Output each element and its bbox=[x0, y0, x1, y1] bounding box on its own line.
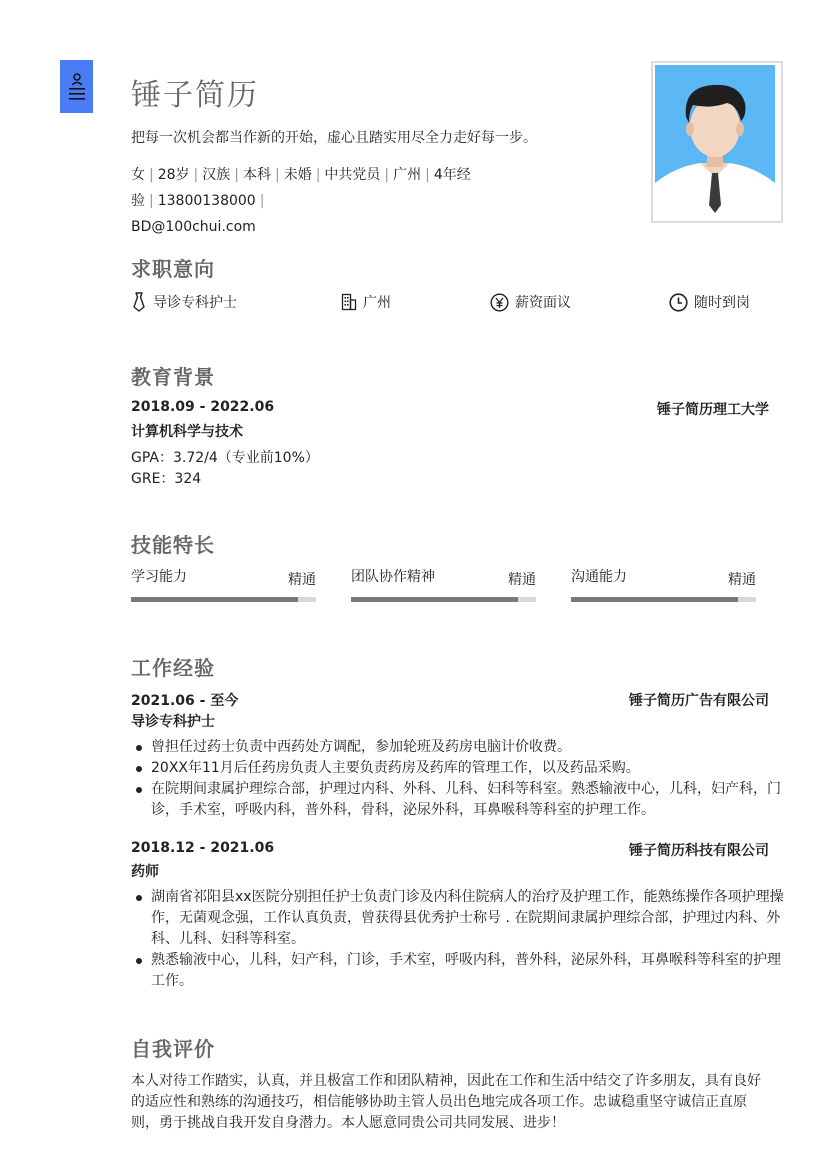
skill-level: 精通 bbox=[728, 572, 756, 588]
info-phone: 13800138000 bbox=[157, 193, 256, 209]
personal-info: 女 | 28岁 | 汉族 | 本科 | 未婚 | 中共党员 | 广州 | 4年经验 | 13800138000 | BD@100chui.com bbox=[131, 167, 471, 235]
job-header bbox=[131, 690, 769, 710]
intent-position-label: 导诊专科护士 bbox=[153, 295, 237, 311]
intent-position bbox=[131, 292, 237, 312]
self-evaluation-text: 本人对待工作踏实，认真，并且极富工作和团队精神，因此在工作和生活中结交了许多朋友，具有良好的适应性和熟练的沟通技巧，相信能够协助主管人员出色地完成各项工作。忠诚稳重坚守诚信正直原则，勇于挑战自我开发自身潜力。本人愿意同贵公司共同发展、进步！ bbox=[131, 1073, 761, 1131]
skill-name: 学习能力 bbox=[131, 569, 187, 585]
education-school: 锤子简历理工大学 bbox=[657, 402, 769, 418]
list-item: 熟悉输液中心，儿科，妇产科，门诊，手术室，呼吸内科，普外科，泌尿外科，耳鼻喉科等科室的护理工作。 bbox=[151, 950, 791, 992]
resume-name: 锤子简历 bbox=[131, 78, 259, 113]
info-email: BD@100chui.com bbox=[131, 219, 256, 235]
skill-item bbox=[131, 566, 316, 606]
intent-availability-label: 随时到岗 bbox=[694, 295, 750, 311]
info-marital: 未婚 bbox=[283, 167, 312, 183]
skill-item bbox=[351, 566, 536, 606]
logo-badge bbox=[60, 60, 93, 113]
skill-item bbox=[571, 566, 756, 606]
resume-slogan: 把每一次机会都当作新的开始，虚心且踏实用尽全力走好每一步。 bbox=[131, 130, 537, 146]
info-political: 中共党员 bbox=[324, 167, 381, 183]
logo-icon bbox=[67, 72, 87, 102]
section-title-work: 工作经验 bbox=[131, 656, 215, 680]
tie-icon bbox=[131, 292, 147, 312]
section-title-intent: 求职意向 bbox=[131, 257, 215, 281]
info-city: 广州 bbox=[393, 167, 422, 183]
yuan-icon bbox=[490, 293, 509, 312]
education-gre: GRE：324 bbox=[131, 471, 202, 487]
job-period: 2018.12 - 2021.06 bbox=[131, 840, 275, 856]
education-period: 2018.09 - 2022.06 bbox=[131, 399, 275, 415]
section-title-self-eval: 自我评价 bbox=[131, 1037, 215, 1061]
job-duties bbox=[131, 887, 791, 992]
skill-bar-fill bbox=[131, 597, 298, 602]
job-period: 2021.06 - 至今 bbox=[131, 693, 239, 709]
intent-salary bbox=[490, 292, 571, 312]
skill-level: 精通 bbox=[508, 572, 536, 588]
skill-name: 沟通能力 bbox=[571, 569, 627, 585]
list-item: 在院期间隶属护理综合部，护理过内科、外科、儿科、妇科等科室。熟悉输液中心，儿科，妇产科，门诊，手术室，呼吸内科，普外科，骨科，泌尿外科，耳鼻喉科等科室的护理工作。 bbox=[151, 779, 791, 821]
job-role: 药师 bbox=[131, 864, 159, 880]
intent-availability bbox=[669, 292, 750, 312]
skill-name: 团队协作精神 bbox=[351, 569, 435, 585]
info-ethnicity: 汉族 bbox=[202, 167, 231, 183]
info-age: 28岁 bbox=[157, 167, 190, 183]
intent-city bbox=[341, 292, 391, 312]
education-gpa: GPA：3.72/4（专业前10%） bbox=[131, 450, 319, 466]
education-major: 计算机科学与技术 bbox=[131, 424, 243, 440]
section-title-skills: 技能特长 bbox=[131, 533, 215, 557]
list-item: 曾担任过药士负责中西药处方调配，参加轮班及药房电脑计价收费。 bbox=[151, 737, 791, 758]
intent-city-label: 广州 bbox=[363, 295, 391, 311]
info-experience: 4年经验 bbox=[131, 167, 471, 209]
skill-bar-fill bbox=[351, 597, 518, 602]
intent-salary-label: 薪资面议 bbox=[515, 295, 571, 311]
skill-bar-track bbox=[571, 597, 756, 602]
job-intent-row bbox=[131, 292, 771, 316]
skill-level: 精通 bbox=[288, 572, 316, 588]
education-header bbox=[131, 399, 769, 418]
skill-bar-fill bbox=[571, 597, 738, 602]
info-degree: 本科 bbox=[242, 167, 271, 183]
job-role: 导诊专科护士 bbox=[131, 714, 215, 730]
list-item: 湖南省祁阳县xx医院分别担任护士负责门诊及内科住院病人的治疗及护理工作，能熟练操作各项护理操作，无菌观念强，工作认真负责，曾获得县优秀护士称号 . 在院期间隶属护理综合部，护理过内科、外科、儿科、妇科等科室。 bbox=[151, 887, 791, 950]
avatar-illustration bbox=[655, 65, 775, 215]
job-company: 锤子简历广告有限公司 bbox=[629, 693, 769, 709]
section-title-education: 教育背景 bbox=[131, 365, 215, 389]
clock-icon bbox=[669, 293, 688, 312]
list-item: 20XX年11月后任药房负责人主要负责药房及药库的管理工作，以及药品采购。 bbox=[151, 758, 791, 779]
job-header bbox=[131, 840, 769, 859]
info-gender: 女 bbox=[131, 167, 145, 183]
building-icon bbox=[341, 293, 357, 311]
job-company: 锤子简历科技有限公司 bbox=[629, 843, 769, 859]
profile-photo bbox=[651, 61, 783, 223]
skill-bar-track bbox=[131, 597, 316, 602]
skill-bar-track bbox=[351, 597, 536, 602]
job-duties bbox=[131, 737, 791, 821]
